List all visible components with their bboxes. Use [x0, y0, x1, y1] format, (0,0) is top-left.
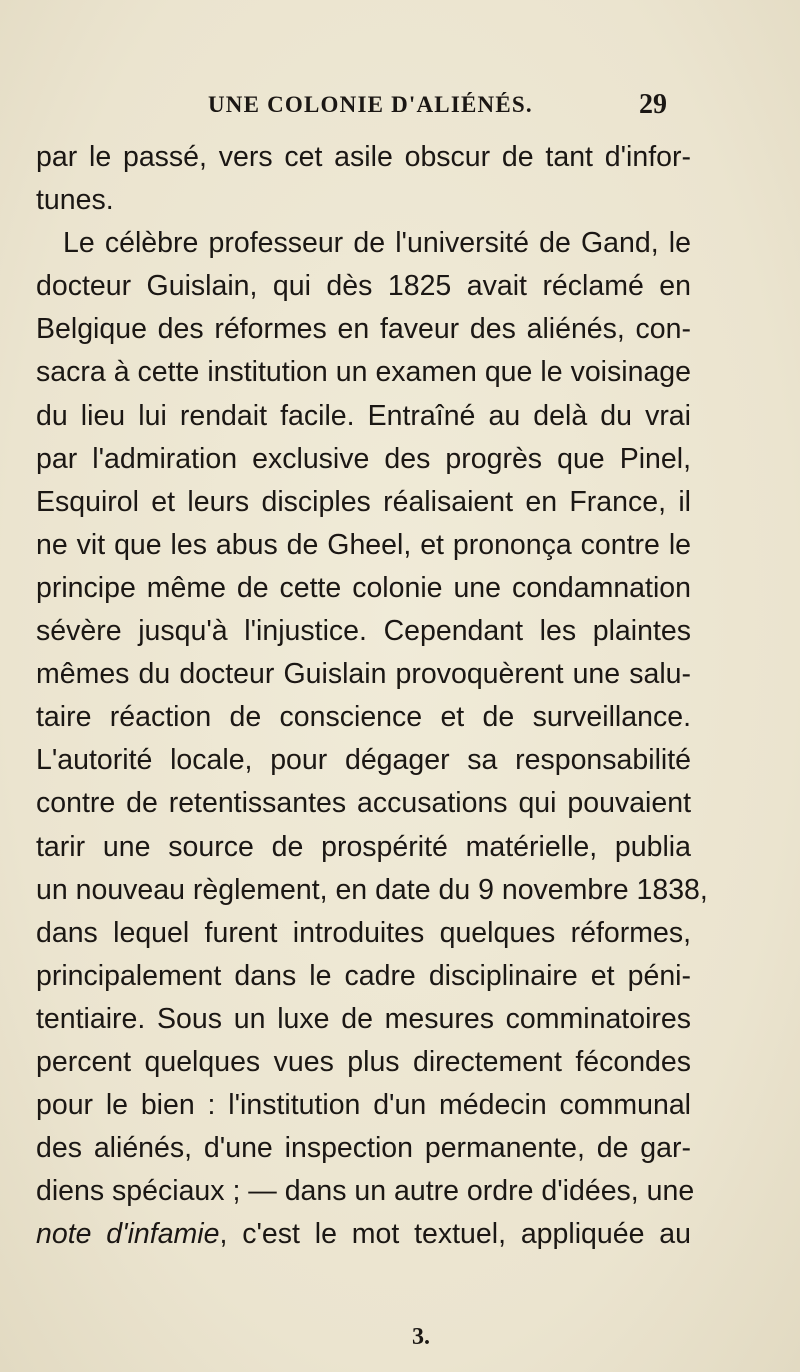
page-number: 29	[639, 89, 667, 120]
text-line: Esquirol et leurs disciples réalisaient en France, il	[36, 485, 691, 518]
text-line: diens spéciaux ; — dans un autre ordre d'idées, une	[36, 1175, 695, 1208]
text-line: principe même de cette colonie une condamnation	[36, 571, 691, 604]
running-head: UNE COLONIE D'ALIÉNÉS.	[208, 92, 533, 117]
text-line: taire réaction de conscience et de surveillance.	[36, 701, 691, 734]
text-line: sacra à cette institution un examen que le voisinage	[36, 356, 691, 389]
body-text	[36, 136, 708, 1256]
text-line: sévère jusqu'à l'injustice. Cependant les plaintes	[36, 615, 691, 648]
text-line: L'autorité locale, pour dégager sa responsabilité	[36, 744, 691, 777]
italic-phrase: note d'infamie	[36, 1218, 220, 1251]
signature-mark: 3.	[412, 1324, 430, 1350]
text-line: des aliénés, d'une inspection permanente, de gar-	[36, 1132, 691, 1165]
text-line: par l'admiration exclusive des progrès que Pinel,	[36, 442, 691, 475]
text-line: tentiaire. Sous un luxe de mesures comminatoires	[36, 1002, 691, 1035]
text-line: tarir une source de prospérité matérielle, publia	[36, 830, 691, 863]
text-line: pour le bien : l'institution d'un médecin communal	[36, 1089, 691, 1122]
text-line: un nouveau règlement, en date du 9 novembre 1838,	[36, 873, 708, 906]
text-line: principalement dans le cadre disciplinaire et péni-	[36, 959, 691, 992]
text-line-rest: , c'est le mot textuel, appliquée au	[219, 1218, 691, 1251]
text-line: contre de retentissantes accusations qui pouvaient	[36, 787, 691, 820]
text-line: Belgique des réformes en faveur des aliénés, con-	[36, 313, 691, 346]
page-header	[0, 88, 800, 122]
text-line: dans lequel furent introduites quelques réformes,	[36, 916, 691, 949]
text-line: ne vit que les abus de Gheel, et prononça contre le	[36, 528, 691, 561]
text-line: docteur Guislain, qui dès 1825 avait réclamé en	[36, 270, 691, 303]
text-line: percent quelques vues plus directement fécondes	[36, 1045, 691, 1078]
text-line: mêmes du docteur Guislain provoquèrent une salu-	[36, 658, 691, 691]
text-line: du lieu lui rendait facile. Entraîné au delà du vrai	[36, 399, 691, 432]
text-line: tunes.	[36, 184, 114, 217]
text-line: Le célèbre professeur de l'université de Gand, le	[63, 227, 691, 260]
text-line: par le passé, vers cet asile obscur de tant d'infor-	[36, 141, 691, 173]
text-line-last	[36, 1213, 691, 1256]
